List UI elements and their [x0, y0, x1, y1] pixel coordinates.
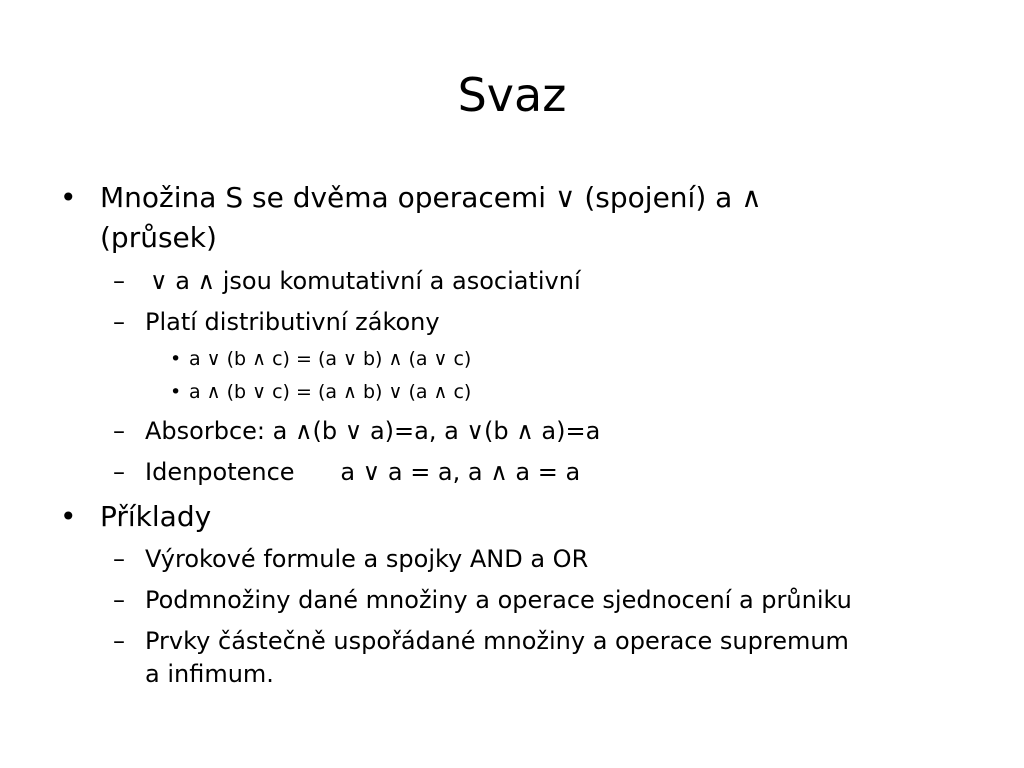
bullet-marker: • — [60, 181, 77, 214]
bullet-marker: • — [170, 348, 182, 370]
list-item-level1: Množina S se dvěma operacemi ∨ (spojení) a ∧ — [100, 181, 762, 214]
dash-marker: – — [113, 417, 125, 445]
list-item-level1-continuation: (průsek) — [100, 221, 217, 254]
slide-title: Svaz — [457, 68, 567, 122]
dash-marker: – — [113, 308, 125, 336]
dash-marker: – — [113, 458, 125, 486]
list-item-level1: Příklady — [100, 500, 212, 533]
list-item-level2: Idenpotence a ∨ a = a, a ∧ a = a — [145, 458, 581, 486]
list-item-level2: ∨ a ∧ jsou komutativní a asociativní — [150, 267, 581, 295]
bullet-marker: • — [60, 500, 77, 533]
list-item-level2: Výrokové formule a spojky AND a OR — [145, 545, 589, 573]
list-item-level2-continuation: a infimum. — [145, 660, 274, 688]
dash-marker: – — [113, 545, 125, 573]
bullet-marker: • — [170, 381, 182, 403]
list-item-level3: a ∨ (b ∧ c) = (a ∨ b) ∧ (a ∨ c) — [189, 348, 472, 370]
list-item-level2: Platí distributivní zákony — [145, 308, 440, 336]
list-item-level2: Podmnožiny dané množiny a operace sjednocení a průniku — [145, 586, 852, 614]
list-item-level2: Prvky částečně uspořádané množiny a operace supremum — [145, 627, 849, 655]
dash-marker: – — [113, 627, 125, 655]
list-item-level2: Absorbce: a ∧(b ∨ a)=a, a ∨(b ∧ a)=a — [145, 417, 601, 445]
dash-marker: – — [113, 267, 125, 295]
list-item-level3: a ∧ (b ∨ c) = (a ∧ b) ∨ (a ∧ c) — [189, 381, 472, 403]
dash-marker: – — [113, 586, 125, 614]
